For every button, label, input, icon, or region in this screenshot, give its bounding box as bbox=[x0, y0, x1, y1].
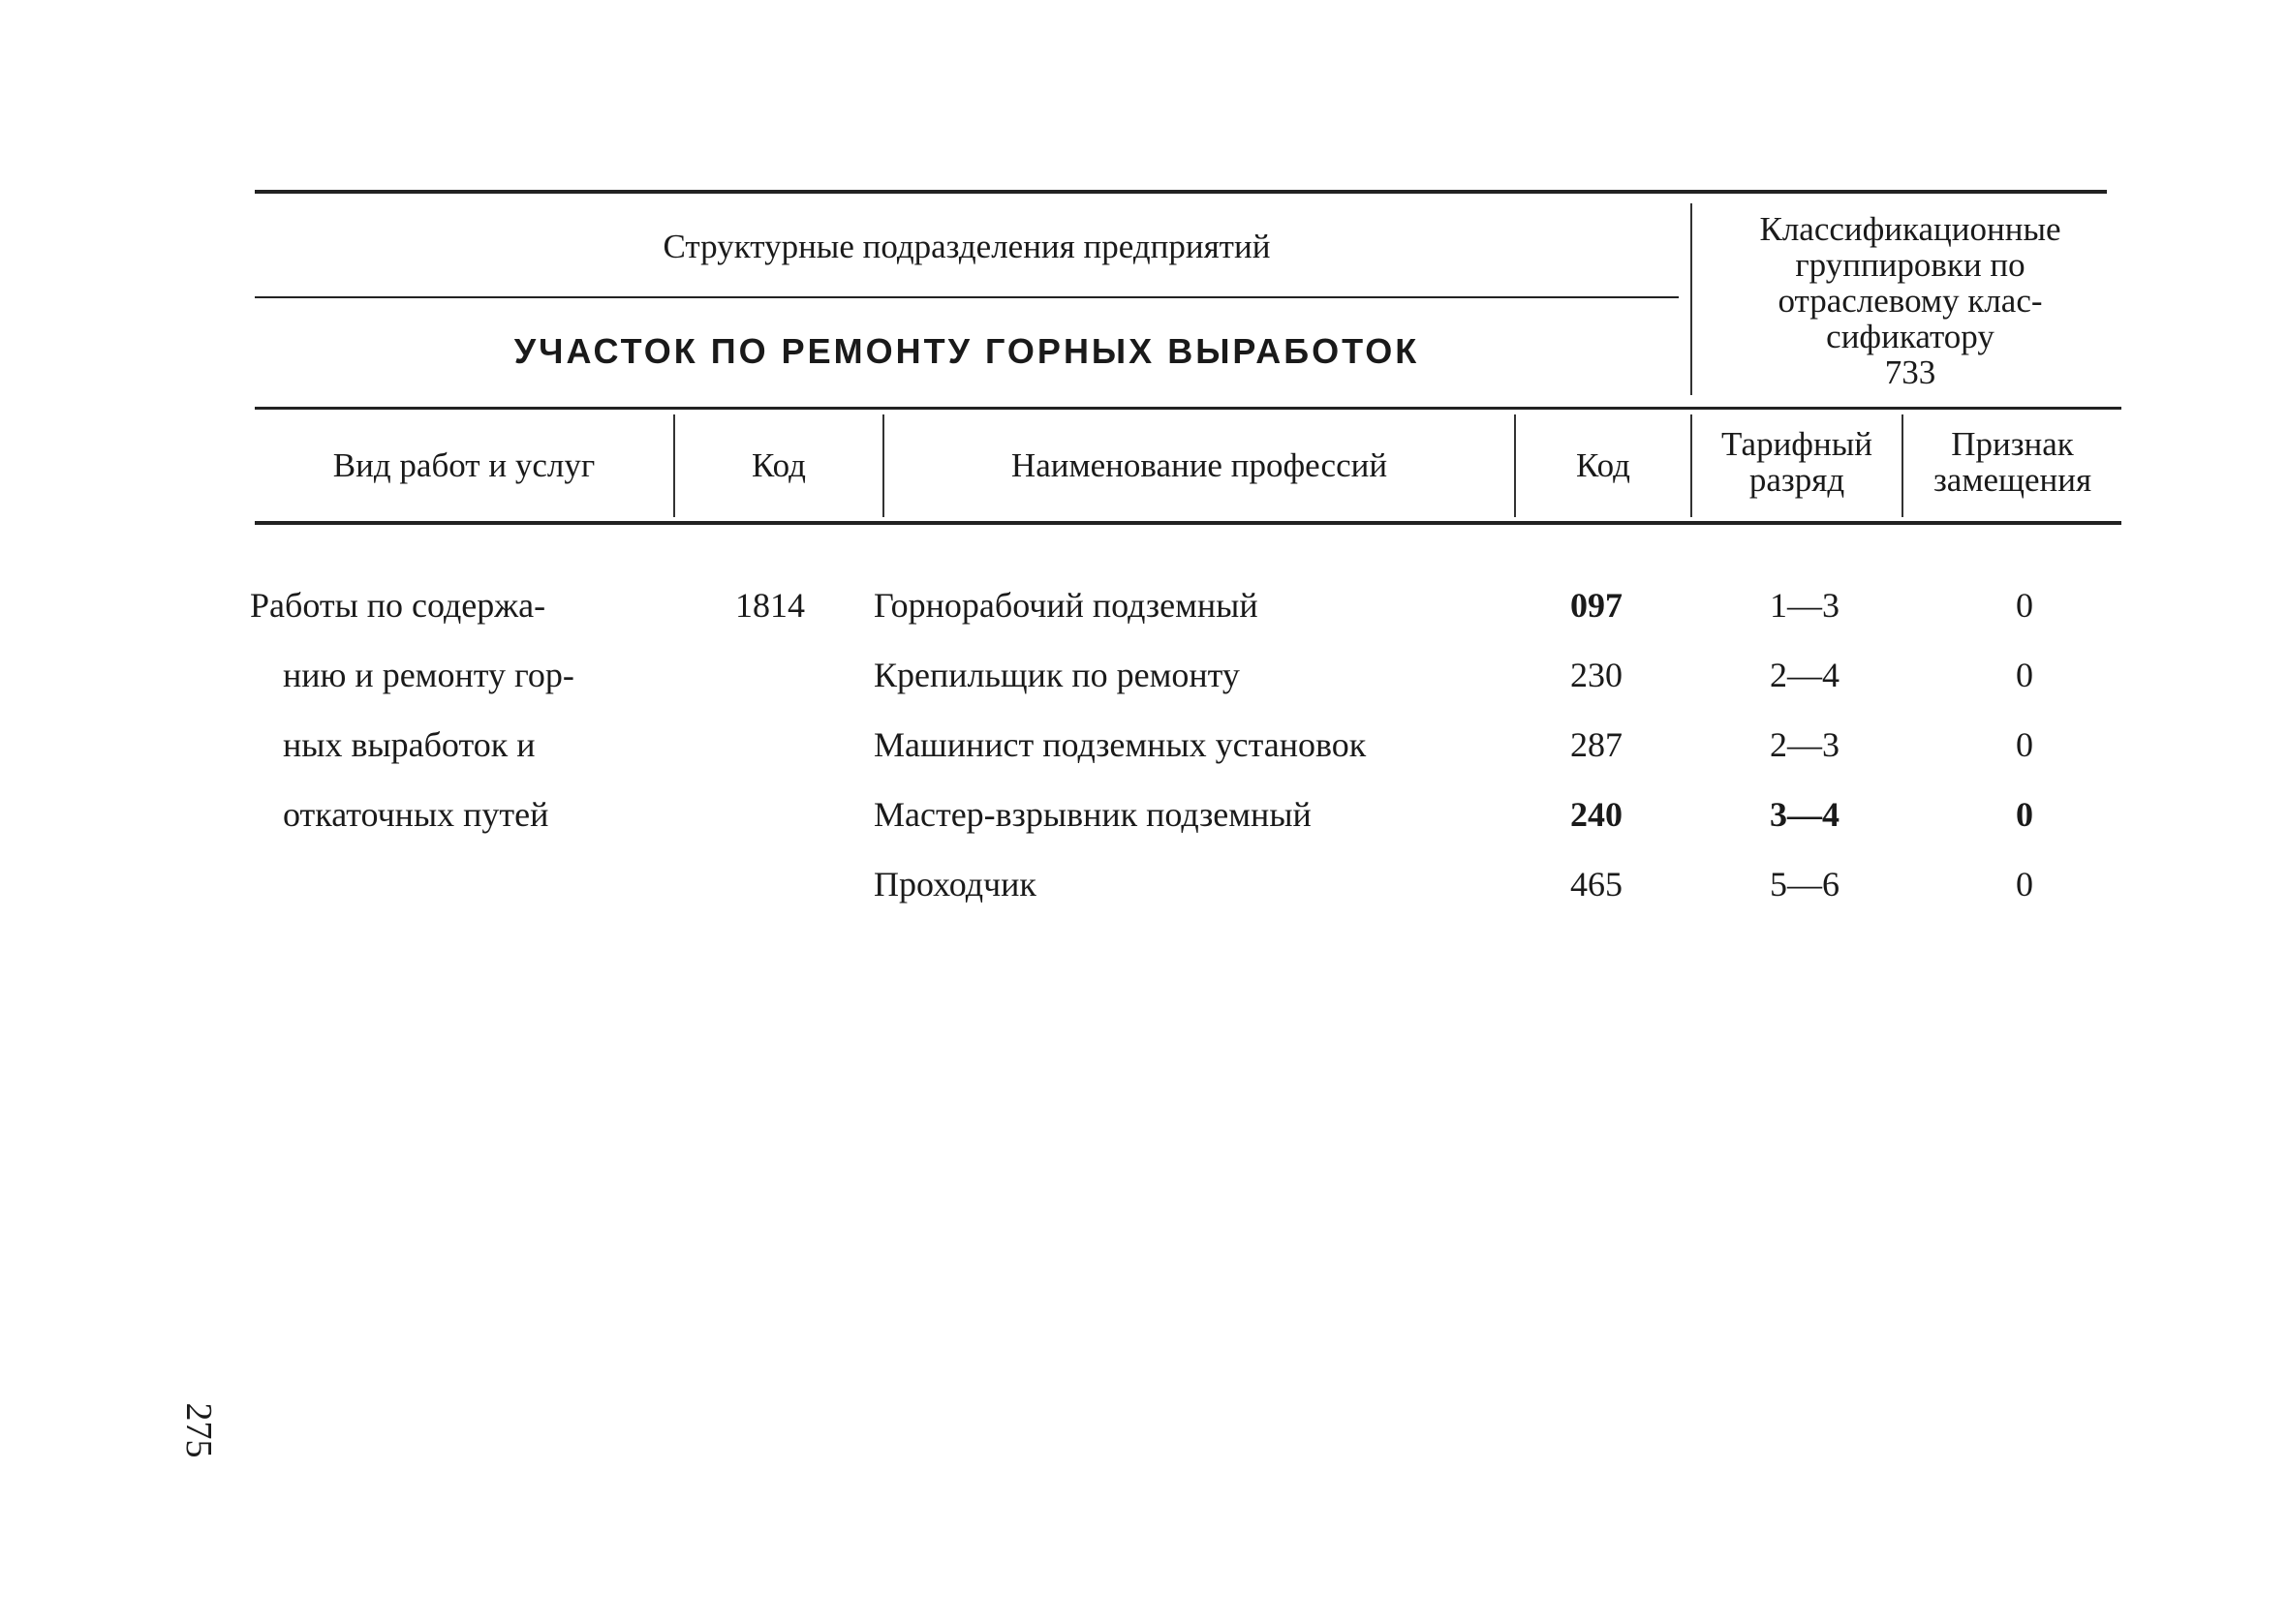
profession-code: 465 bbox=[1570, 865, 1623, 904]
tariff-grade: 2—4 bbox=[1770, 656, 1840, 694]
work-type-line-4: откаточных путей bbox=[283, 795, 549, 834]
sign-line-1: Признак bbox=[1951, 425, 2074, 463]
substitution-sign: 0 bbox=[2016, 865, 2033, 904]
work-type-line-2: нию и ремонту гор- bbox=[283, 656, 574, 694]
profession-name: Проходчик bbox=[874, 865, 1036, 904]
profession-name: Машинист подземных установок bbox=[874, 725, 1367, 764]
profession-code: 230 bbox=[1570, 656, 1623, 694]
column-header-work-type: Вид работ и услуг bbox=[332, 446, 596, 484]
substitution-sign: 0 bbox=[2016, 795, 2033, 834]
work-type-line-3: ных выработок и bbox=[283, 725, 536, 764]
tariff-grade: 5—6 bbox=[1770, 865, 1840, 904]
classification-line-5: 733 bbox=[1884, 353, 1936, 391]
classification-line-1: Классификационные bbox=[1759, 210, 2061, 248]
structural-title: Структурные подразделения предприятий bbox=[663, 228, 1271, 265]
tariff-grade: 3—4 bbox=[1770, 795, 1840, 834]
classification-divider bbox=[1690, 203, 1692, 395]
tariff-line-1: Тарифный bbox=[1721, 425, 1872, 463]
sign-line-2: замещения bbox=[1932, 461, 2092, 499]
classification-line-2: группировки по bbox=[1795, 246, 2025, 284]
tariff-grade: 2—3 bbox=[1770, 725, 1840, 764]
profession-code: 287 bbox=[1570, 725, 1623, 764]
classification-heading bbox=[1697, 211, 2123, 390]
column-header-work-code: Код bbox=[752, 446, 806, 484]
top-rule bbox=[255, 190, 2107, 194]
column-header-tariff-grade bbox=[1692, 426, 1902, 498]
classification-line-3: отраслевому клас- bbox=[1778, 282, 2043, 320]
tariff-line-2: разряд bbox=[1748, 461, 1845, 499]
page-number: 275 bbox=[178, 1402, 219, 1458]
section-title: УЧАСТОК ПО РЕМОНТУ ГОРНЫХ ВЫРАБОТОК bbox=[513, 331, 1420, 371]
column-header-profession-name: Наименование профессий bbox=[1010, 446, 1388, 484]
tariff-grade: 1—3 bbox=[1770, 586, 1840, 625]
profession-name: Крепильщик по ремонту bbox=[874, 656, 1240, 694]
column-header-profession-code: Код bbox=[1576, 446, 1630, 484]
profession-name: Мастер-взрывник подземный bbox=[874, 795, 1312, 834]
substitution-sign: 0 bbox=[2016, 586, 2033, 625]
columns-bottom-rule bbox=[255, 521, 2121, 525]
work-type-line-1: Работы по содержа- bbox=[250, 586, 546, 625]
profession-code: 240 bbox=[1570, 795, 1623, 834]
column-header-substitution-sign bbox=[1903, 426, 2121, 498]
profession-code: 097 bbox=[1570, 586, 1623, 625]
work-code: 1814 bbox=[735, 586, 805, 625]
substitution-sign: 0 bbox=[2016, 725, 2033, 764]
profession-name: Горнорабочий подземный bbox=[874, 586, 1258, 625]
classification-line-4: сификатору bbox=[1826, 318, 1994, 355]
header-divider-rule bbox=[255, 296, 1679, 298]
section-bottom-rule bbox=[255, 407, 2121, 410]
substitution-sign: 0 bbox=[2016, 656, 2033, 694]
